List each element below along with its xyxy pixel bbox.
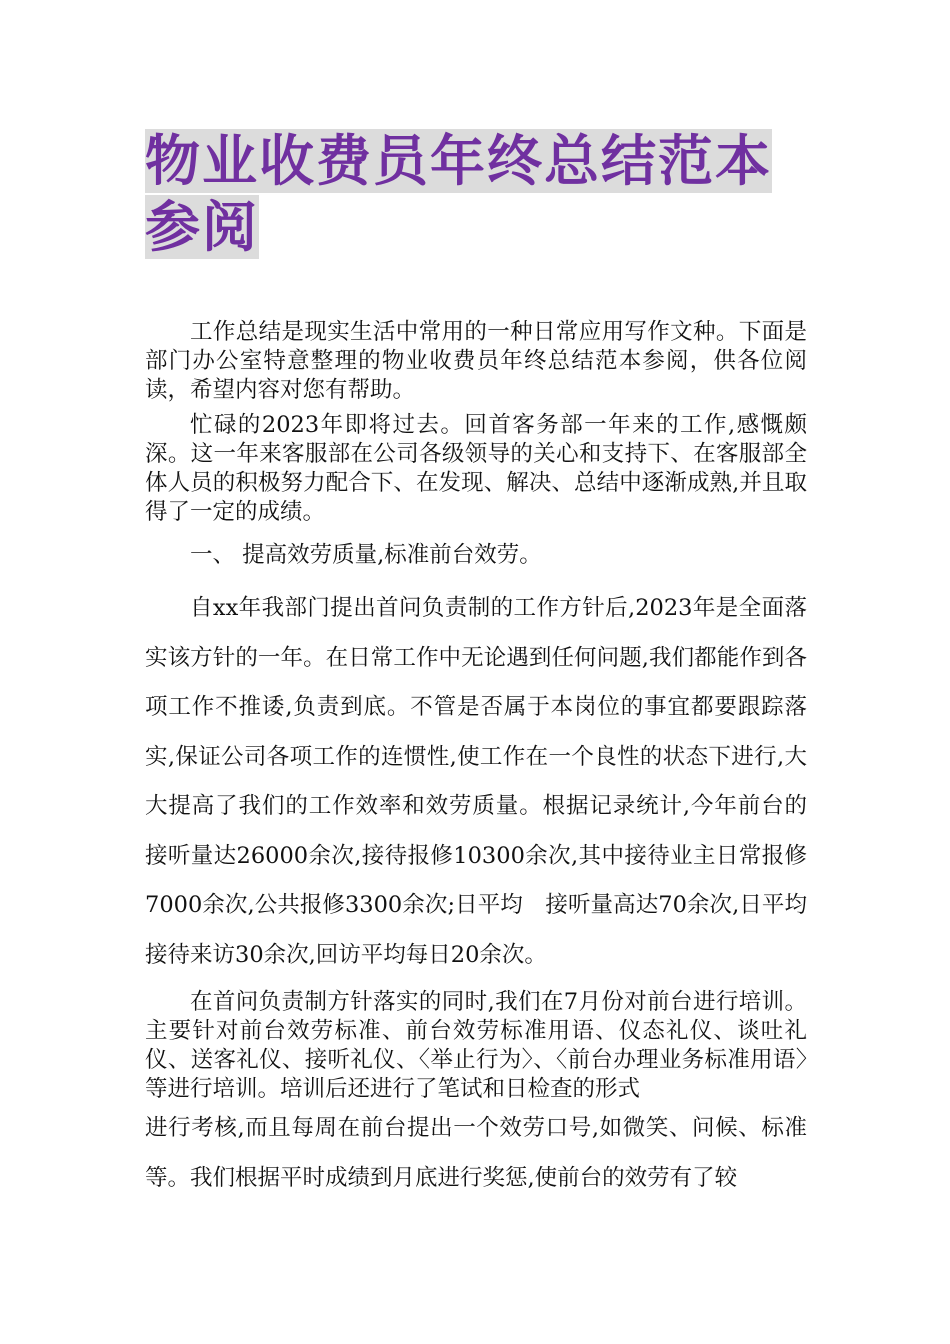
title-text: 物业收费员年终总结范本参阅 (145, 129, 773, 259)
training-paragraph-part1: 在首问负责制方针落实的同时,我们在7月份对前台进行培训。主要针对前台效劳标准、前台效劳标准用语、仪态礼仪、谈吐礼仪、送客礼仪、接听礼仪、〈举止行为〉、〈前台办理业务标准用语〉等进行培训。培训后还进行了笔试和日检查的形式 (145, 989, 807, 1102)
section-heading: 一、 提高效劳质量,标准前台效劳。 (190, 542, 542, 568)
document-body (145, 318, 830, 1203)
intro-paragraph: 工作总结是现实生活中常用的一种日常应用写作文种。下面是部门办公室特意整理的物业收费员年终总结范本参阅，供各位阅读，希望内容对您有帮助。 (145, 319, 807, 403)
training-paragraph-part2: 进行考核,而且每周在前台提出一个效劳口号,如微笑、问候、标准等。我们根据平时成绩到月底进行奖惩,使前台的效劳有了较 (145, 1115, 807, 1191)
service-quality-paragraph: 自xx年我部门提出首问负责制的工作方针后,2023年是全面落实该方针的一年。在日常工作中无论遇到任何问题,我们都能作到各项工作不推诿,负责到底。不管是否属于本岗位的事宜都要跟踪落实,保证公司各项工作的连惯性,使工作在一个良性的状态下进行,大大提高了我们的工作效率和效劳质量。根据记录统计,今年前台的 接听量达26000余次,接待报修10300余次,其中接待业主日常报修7000余次,公共报修3300余次;日平均 接听量高达70余次,日平均接待来访30余次,回访平均每日20余次。 (145, 595, 830, 968)
document-title (145, 128, 815, 260)
summary-paragraph: 忙碌的2023年即将过去。回首客务部一年来的工作,感慨颇深。这一年来客服部在公司各级领导的关心和支持下、在客服部全体人员的积极努力配合下、在发现、解决、总结中逐渐成熟,并且取得了一定的成绩。 (145, 412, 807, 525)
training-paragraph (145, 988, 807, 1203)
